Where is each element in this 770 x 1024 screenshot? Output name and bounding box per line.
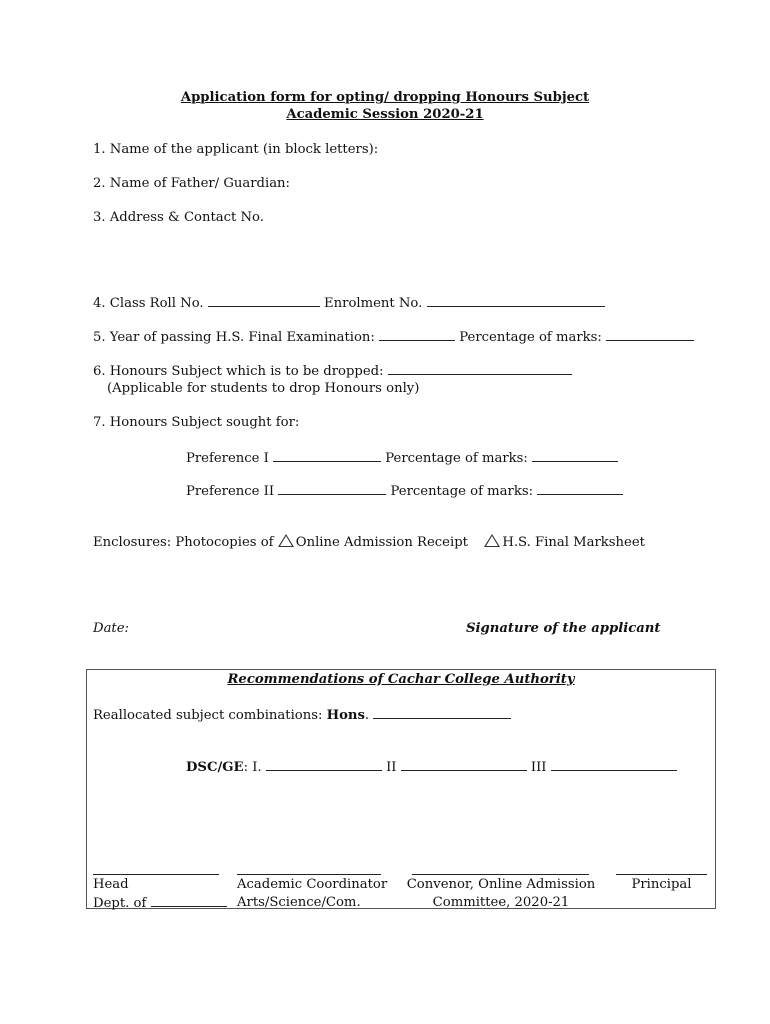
hs-percentage-label: Percentage of marks: xyxy=(459,330,602,345)
preference-2-pct-blank[interactable] xyxy=(537,482,623,495)
head-dept-label: Dept. of xyxy=(93,896,147,911)
triangle-checkbox-icon[interactable] xyxy=(278,534,294,547)
preference-2-pct-label: Percentage of marks: xyxy=(390,484,534,499)
head-dept-blank[interactable] xyxy=(151,894,227,907)
signature-label: Signature of the applicant xyxy=(466,621,661,636)
enrolment-label: Enrolment No. xyxy=(324,296,423,311)
field-honours-sought: 7. Honours Subject sought for: xyxy=(93,415,300,430)
coordinator-signature-line xyxy=(237,874,381,875)
preference-1-label: Preference I xyxy=(186,451,269,466)
head-title: Head xyxy=(93,877,129,892)
coordinator-stream: Arts/Science/Com. xyxy=(237,895,361,910)
dsc-iii-label: III xyxy=(530,760,547,775)
honours-drop-note: (Applicable for students to drop Honours only) xyxy=(107,381,420,396)
dsc-ge-row: DSC/GE: I. II III xyxy=(186,758,677,776)
principal-title: Principal xyxy=(631,877,692,892)
enrolment-blank[interactable] xyxy=(427,294,605,307)
preference-1-blank[interactable] xyxy=(273,449,381,462)
recommendation-box xyxy=(86,669,716,909)
hs-percentage-blank[interactable] xyxy=(606,328,694,341)
field-applicant-name: 1. Name of the applicant (in block letters): xyxy=(93,142,379,157)
enclosure-item-marksheet: H.S. Final Marksheet xyxy=(502,535,645,550)
class-roll-blank[interactable] xyxy=(208,294,320,307)
triangle-checkbox-icon[interactable] xyxy=(484,534,500,547)
session-title: Academic Session 2020-21 xyxy=(286,107,484,122)
principal-signature-line xyxy=(616,874,707,875)
hs-year-blank[interactable] xyxy=(379,328,455,341)
class-roll-label: 4. Class Roll No. xyxy=(93,296,204,311)
reallocated-label: Reallocated subject combinations: xyxy=(93,708,323,723)
dsc-ii-label: II xyxy=(386,760,397,775)
enclosures-label: Enclosures: Photocopies of xyxy=(93,535,274,550)
dsc-ii-blank[interactable] xyxy=(401,758,527,771)
field-hs-exam xyxy=(93,328,694,346)
coordinator-title: Academic Coordinator xyxy=(237,877,388,892)
field-father-guardian: 2. Name of Father/ Guardian: xyxy=(93,176,290,191)
head-dept-row xyxy=(93,894,227,912)
recommendation-title: Recommendations of Cachar College Authority xyxy=(227,672,575,687)
convenor-signature-line xyxy=(412,874,589,875)
date-label: Date: xyxy=(93,621,129,636)
convenor-committee: Committee, 2020-21 xyxy=(432,895,570,910)
enclosures-row xyxy=(93,534,645,551)
preference-2-label: Preference II xyxy=(186,484,275,499)
preference-1-pct-label: Percentage of marks: xyxy=(385,451,528,466)
dsc-i-label: I. xyxy=(252,760,262,775)
preference-1-row xyxy=(186,449,618,467)
hons-label: Hons xyxy=(326,708,365,723)
field-roll-enrolment xyxy=(93,294,605,312)
dsc-iii-blank[interactable] xyxy=(551,758,677,771)
field-address-contact: 3. Address & Contact No. xyxy=(93,210,264,225)
dsc-ge-label: DSC/GE xyxy=(186,760,244,775)
field-honours-drop xyxy=(93,362,572,380)
form-title: Application form for opting/ dropping Honours Subject xyxy=(180,90,590,105)
reallocated-row: Reallocated subject combinations: Hons. xyxy=(93,706,511,724)
head-signature-line xyxy=(93,874,219,875)
honours-drop-label: 6. Honours Subject which is to be dropped: xyxy=(93,364,384,379)
preference-2-blank[interactable] xyxy=(278,482,386,495)
convenor-title: Convenor, Online Admission xyxy=(406,877,596,892)
honours-drop-blank[interactable] xyxy=(388,362,572,375)
hons-blank[interactable] xyxy=(373,706,511,719)
preference-1-pct-blank[interactable] xyxy=(532,449,618,462)
preference-2-row xyxy=(186,482,623,500)
enclosure-item-receipt: Online Admission Receipt xyxy=(295,535,468,550)
hs-year-label: 5. Year of passing H.S. Final Examination: xyxy=(93,330,375,345)
dsc-i-blank[interactable] xyxy=(266,758,382,771)
